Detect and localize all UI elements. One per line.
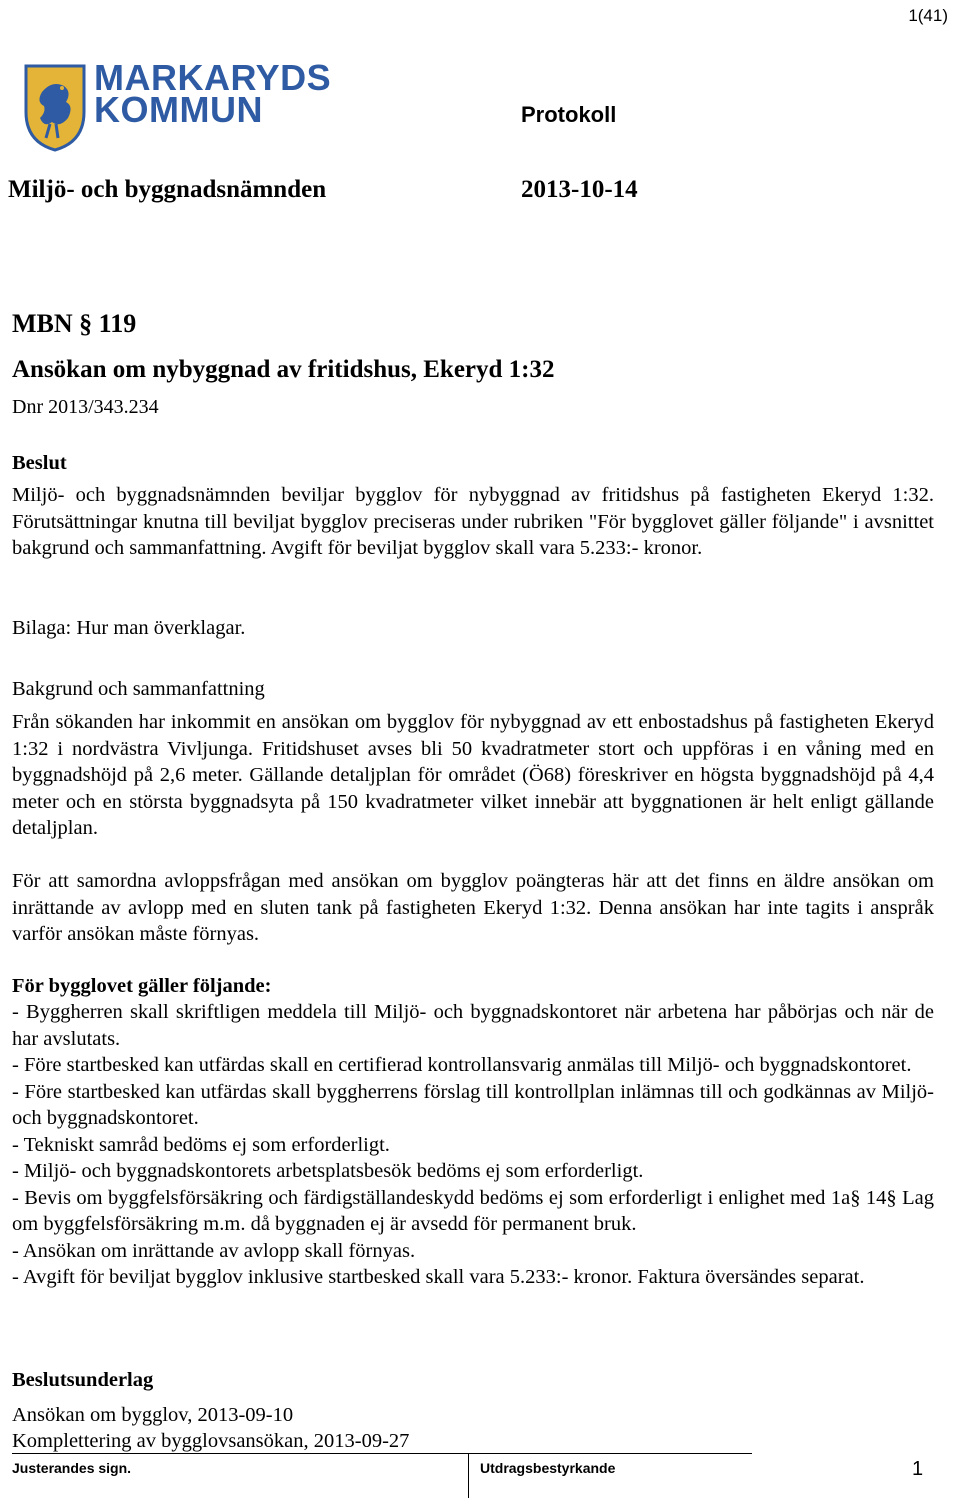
coat-of-arms-icon (22, 62, 88, 152)
footer-page-number: 1 (912, 1458, 924, 1480)
case-title: Ansökan om nybyggnad av fritidshus, Ekeryd 1:32 (12, 356, 555, 383)
villkor-list (12, 999, 934, 1291)
list-item: - Avgift för beviljat bygglov inklusive startbesked skall vara 5.233:- kronor. Faktura översändes separat. (12, 1266, 865, 1288)
justerandes-sign-label: Justerandes sign. (12, 1460, 132, 1476)
beslut-heading: Beslut (12, 452, 67, 474)
logo-line-2: KOMMUN (94, 89, 263, 130)
list-item: Komplettering av bygglovsansökan, 2013-09-27 (12, 1430, 410, 1452)
document-type: Protokoll (521, 102, 617, 127)
underlag-list (12, 1402, 934, 1454)
bakgrund-paragraph-2: För att samordna avloppsfrågan med ansökan om bygglov poängteras här att det finns en äldre ansökan om inrättande av avlopp med en sluten tank på fastigheten Ekeryd 1:32. Denna ansökan har inte tagits i anspråk varför ansökan måste förnyas. (12, 870, 934, 945)
list-item: - Byggherren skall skriftligen meddela till Miljö- och byggnadskontoret när arbetena har påbörjas och när de har avslutats. (12, 1001, 934, 1050)
logo-line-1: MARKARYDS (94, 57, 332, 98)
list-item: Ansökan om bygglov, 2013-09-10 (12, 1404, 294, 1426)
list-item: - Miljö- och byggnadskontorets arbetsplatsbesök bedöms ej som erforderligt. (12, 1160, 644, 1182)
meeting-date: 2013-10-14 (521, 176, 638, 203)
beslut-text: Miljö- och byggnadsnämnden beviljar bygglov för nybyggnad av fritidshus på fastigheten Ekeryd 1:32. Förutsättningar knutna till beviljat bygglov preciseras under rubriken "För bygglovet gäller följande" i avsnittet bakgrund och sammanfattning. Avgift för beviljat bygglov skall vara 5.233:- kronor. (12, 484, 934, 559)
list-item: - Före startbesked kan utfärdas skall en certifierad kontrollansvarig anmälas till Miljö- och byggnadskontoret. (12, 1054, 912, 1076)
list-item: - Före startbesked kan utfärdas skall byggherrens förslag till kontrollplan inlämnas till och godkännas av Miljö- och byggnadskontoret. (12, 1080, 934, 1129)
list-item: - Ansökan om inrättande av avlopp skall förnyas. (12, 1239, 416, 1262)
page-number: 1(41) (908, 6, 948, 25)
utdragsbestyrkande-label: Utdragsbestyrkande (480, 1460, 616, 1476)
footer-rule (12, 1453, 752, 1454)
bakgrund-paragraph-1: Från sökanden har inkommit en ansökan om bygglov för nybyggnad av ett enbostadshus på fastigheten Ekeryd 1:32 i nordvästra Vivljunga. Fritidshuset avses bli 50 kvadratmeter stort och uppföras i en våning med en byggnadshöjd på 2,6 meter. Gällande detaljplan för området (Ö68) föreskriver en högsta byggnadshöjd på 4,4 meter och en största byggnadsyta på 150 kvadratmeter vilket innebär att byggnationen är helt enligt gällande detaljplan. (12, 711, 934, 839)
bakgrund-heading: Bakgrund och sammanfattning (12, 678, 265, 700)
footer-divider (468, 1453, 469, 1498)
paragraph-number: MBN § 119 (12, 309, 137, 338)
list-item: - Bevis om byggfelsförsäkring och färdigställandeskydd bedöms ej som erforderligt i enlighet med 1a§ 14§ Lag om byggfelsförsäkring m.m. då byggnaden ej är avsedd för permanent bruk. (12, 1186, 934, 1235)
underlag-heading: Beslutsunderlag (12, 1369, 154, 1391)
bilaga-note: Bilaga: Hur man överklagar. (12, 617, 246, 639)
villkor-heading: För bygglovet gäller följande: (12, 975, 272, 997)
list-item: - Tekniskt samråd bedöms ej som erforderligt. (12, 1133, 390, 1156)
markaryds-kommun-logo (22, 57, 332, 155)
committee-name: Miljö- och byggnadsnämnden (8, 176, 327, 203)
diary-number: Dnr 2013/343.234 (12, 396, 159, 418)
